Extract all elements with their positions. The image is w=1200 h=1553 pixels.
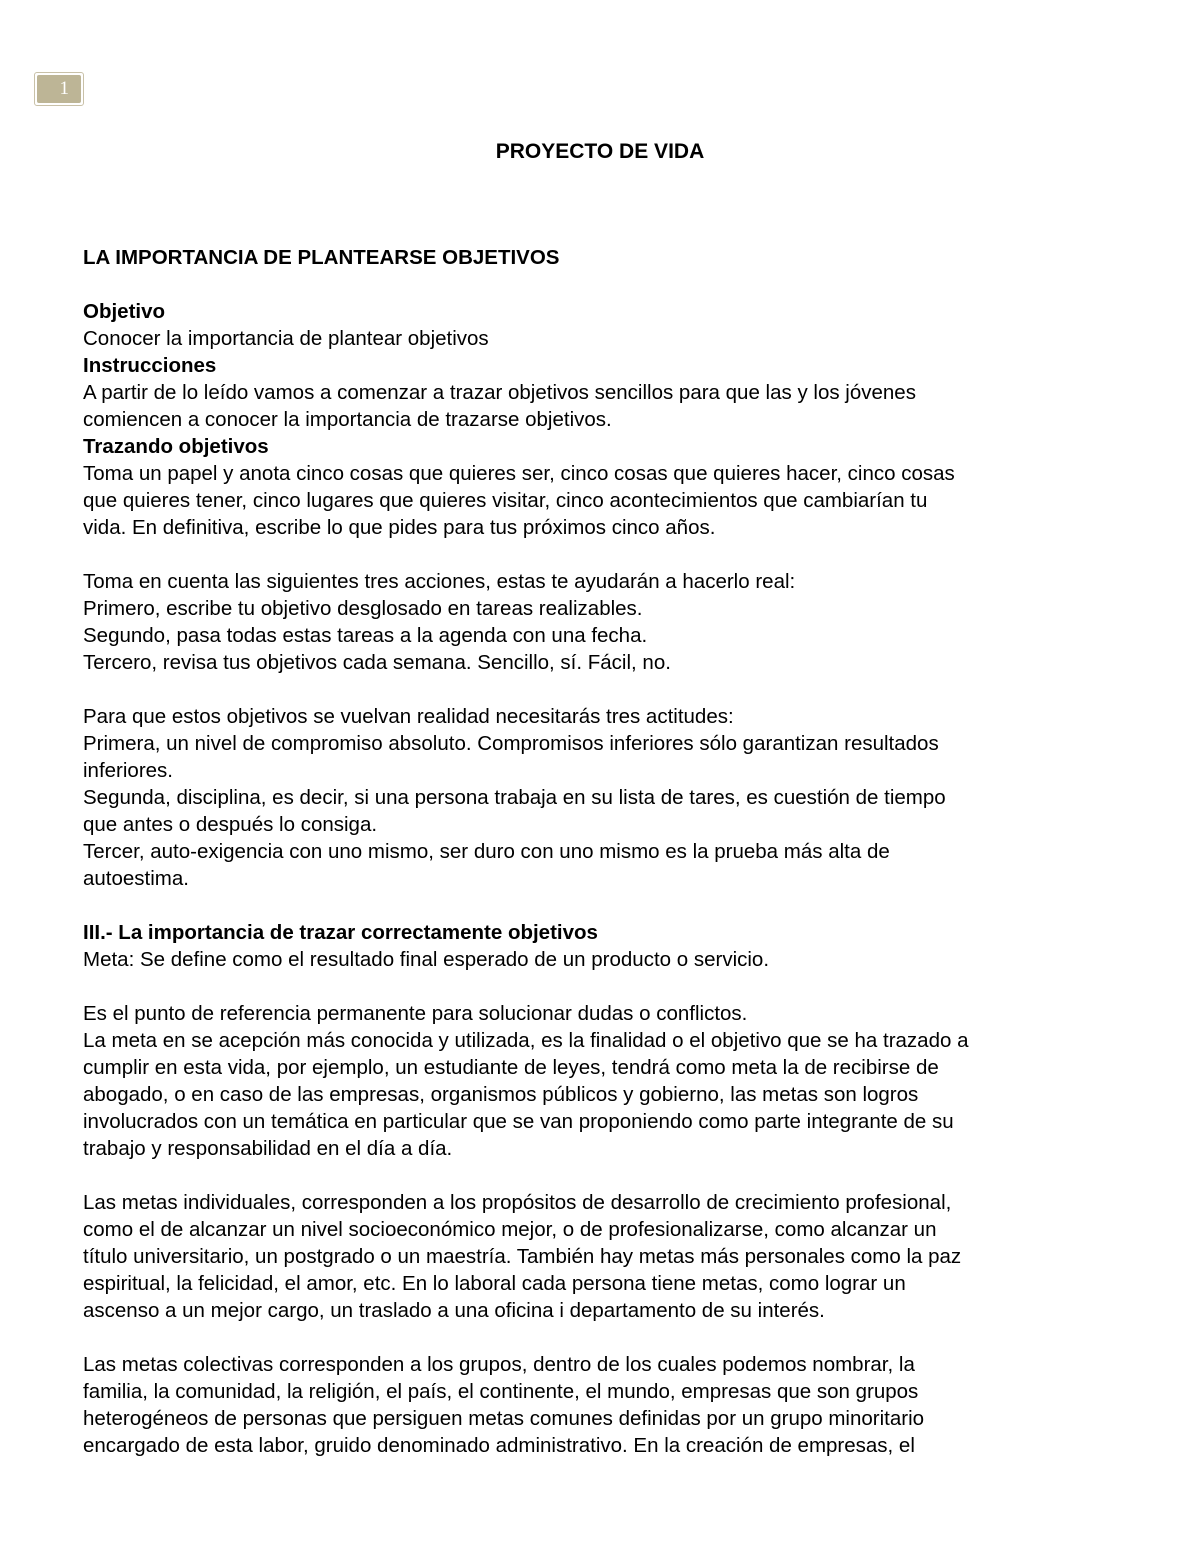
section-heading: LA IMPORTANCIA DE PLANTEARSE OBJETIVOS <box>83 246 560 269</box>
text-line: Meta: Se define como el resultado final esperado de un producto o servicio. <box>83 948 770 971</box>
text-line: como el de alcanzar un nivel socioeconómico mejor, o de profesionalizarse, como alcanzar un <box>83 1218 937 1241</box>
text-line: trabajo y responsabilidad en el día a día. <box>83 1137 453 1160</box>
text-line: inferiores. <box>83 759 174 782</box>
blank-line <box>83 1162 1118 1189</box>
text-line: Tercero, revisa tus objetivos cada semana. Sencillo, sí. Fácil, no. <box>83 651 671 674</box>
text-line: Toma en cuenta las siguientes tres acciones, estas te ayudarán a hacerlo real: <box>83 570 796 593</box>
spacer <box>83 271 1118 298</box>
text-line: comiencen a conocer la importancia de trazarse objetivos. <box>83 408 612 431</box>
text-line: cumplir en esta vida, por ejemplo, un estudiante de leyes, tendrá como meta la de recibirse de <box>83 1056 939 1079</box>
text-line: que quieres tener, cinco lugares que quieres visitar, cinco acontecimientos que cambiarían tu <box>83 489 928 512</box>
text-line: heterogéneos de personas que persiguen metas comunes definidas por un grupo minoritario <box>83 1407 925 1430</box>
blank-line <box>83 676 1118 703</box>
text-line: vida. En definitiva, escribe lo que pides para tus próximos cinco años. <box>83 516 716 539</box>
text-line: espiritual, la felicidad, el amor, etc. En lo laboral cada persona tiene metas, como lograr un <box>83 1272 906 1295</box>
text-line: Primero, escribe tu objetivo desglosado en tareas realizables. <box>83 597 643 620</box>
text-line: Para que estos objetivos se vuelvan realidad necesitarás tres actitudes: <box>83 705 734 728</box>
subheading-line: Instrucciones <box>83 354 217 377</box>
text-line: involucrados con un temática en particular que se van proponiendo como parte integrante de su <box>83 1110 954 1133</box>
blank-line <box>83 973 1118 1000</box>
blank-line <box>83 892 1118 919</box>
text-line: que antes o después lo consiga. <box>83 813 378 836</box>
text-line: abogado, o en caso de las empresas, organismos públicos y gobierno, las metas son logros <box>83 1083 919 1106</box>
document-title: PROYECTO DE VIDA <box>495 140 705 163</box>
page-number-badge <box>34 72 84 106</box>
subheading-line: Trazando objetivos <box>83 435 269 458</box>
blank-line <box>83 541 1118 568</box>
text-line: La meta en se acepción más conocida y utilizada, es la finalidad o el objetivo que se ha trazado a <box>83 1029 969 1052</box>
text-line: autoestima. <box>83 867 189 890</box>
blank-line <box>83 1324 1118 1351</box>
subheading-line: Objetivo <box>83 300 166 323</box>
text-line: Las metas individuales, corresponden a los propósitos de desarrollo de crecimiento profesional, <box>83 1191 952 1214</box>
text-line: ascenso a un mejor cargo, un traslado a una oficina i departamento de su interés. <box>83 1299 825 1322</box>
text-line: familia, la comunidad, la religión, el país, el continente, el mundo, empresas que son grupos <box>83 1380 919 1403</box>
text-line: Segundo, pasa todas estas tareas a la agenda con una fecha. <box>83 624 648 647</box>
text-line: Conocer la importancia de plantear objetivos <box>83 327 489 350</box>
page-number: 1 <box>37 75 81 103</box>
subheading-line: III.- La importancia de trazar correctamente objetivos <box>83 921 598 944</box>
text-line: encargado de esta labor, gruido denominado administrativo. En la creación de empresas, el <box>83 1434 915 1457</box>
text-line: Es el punto de referencia permanente para solucionar dudas o conflictos. <box>83 1002 748 1025</box>
text-line: A partir de lo leído vamos a comenzar a trazar objetivos sencillos para que las y los jóvenes <box>83 381 916 404</box>
text-line: Toma un papel y anota cinco cosas que quieres ser, cinco cosas que quieres hacer, cinco cosas <box>83 462 955 485</box>
text-line: Tercer, auto-exigencia con uno mismo, ser duro con uno mismo es la prueba más alta de <box>83 840 890 863</box>
text-line: Segunda, disciplina, es decir, si una persona trabaja en su lista de tares, es cuestión de tiempo <box>83 786 946 809</box>
text-line: título universitario, un postgrado o un maestría. También hay metas más personales como la paz <box>83 1245 962 1268</box>
text-line: Las metas colectivas corresponden a los grupos, dentro de los cuales podemos nombrar, la <box>83 1353 915 1376</box>
document-lines <box>83 298 1118 1459</box>
text-line: Primera, un nivel de compromiso absoluto. Compromisos inferiores sólo garantizan resultados <box>83 732 939 755</box>
document-body <box>83 244 1118 1459</box>
